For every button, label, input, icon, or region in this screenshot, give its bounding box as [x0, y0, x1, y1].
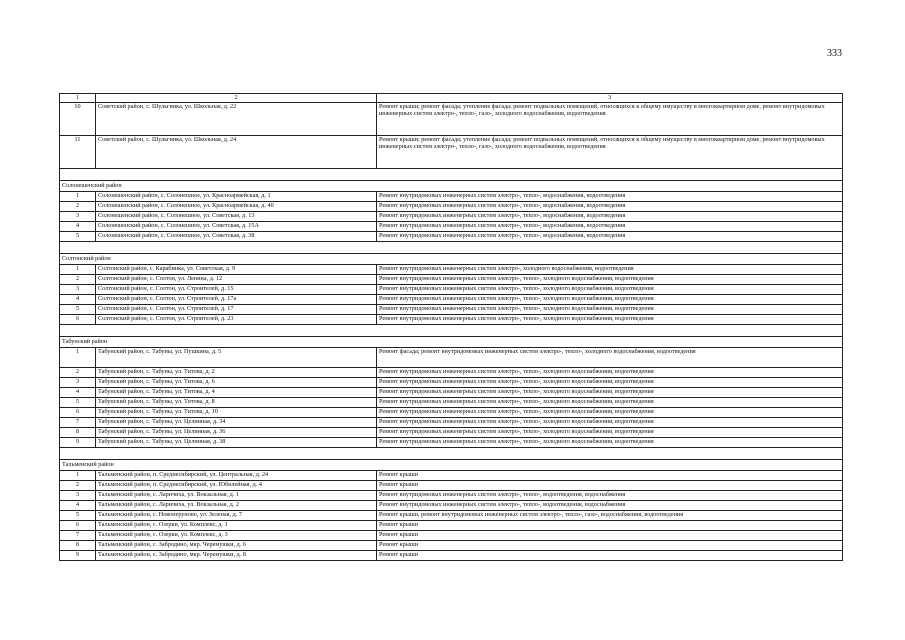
work-type-cell: Ремонт внутридомовых инженерных систем электро-, тепло-, холодного водоснабжения, водоотведения	[377, 295, 843, 305]
table-row	[60, 275, 843, 285]
table-row	[60, 103, 843, 136]
table-row	[60, 551, 843, 561]
header-col-3: 3	[377, 94, 843, 103]
table-row	[60, 136, 843, 169]
address-cell: Солтонский район, с. Карабинка, ул. Советская, д. 9	[96, 265, 377, 275]
work-type-cell: Ремонт внутридомовых инженерных систем электро-, тепло-, водоснабжения, водоотведения	[377, 212, 843, 222]
address-cell: Табунский район, с. Табуны, ул. Титова, д. 4	[96, 388, 377, 398]
address-cell: Солонешенский район, с. Солонешное, ул. Советская, д. 38	[96, 232, 377, 242]
header-col-1: 1	[60, 94, 96, 103]
row-number: 11	[60, 136, 96, 169]
table-row	[60, 501, 843, 511]
region-title: Табунский район	[60, 337, 843, 348]
table-row	[60, 541, 843, 551]
work-type-cell: Ремонт крыши	[377, 521, 843, 531]
work-type-cell: Ремонт крыши	[377, 531, 843, 541]
table-row	[60, 511, 843, 521]
table-row	[60, 285, 843, 295]
region-header-row	[60, 337, 843, 348]
work-type-cell: Ремонт крыши	[377, 481, 843, 491]
work-type-cell: Ремонт внутридомовых инженерных систем электро-, тепло-, водоснабжения, водоотведения	[377, 192, 843, 202]
work-type-cell: Ремонт внутридомовых инженерных систем электро-, тепло-, водоснабжения, водоотведения	[377, 222, 843, 232]
table-row	[60, 388, 843, 398]
work-type-cell: Ремонт крыши	[377, 551, 843, 561]
work-type-cell: Ремонт внутридомовых инженерных систем электро-, тепло-, холодного водоснабжения, водоотведения	[377, 378, 843, 388]
work-type-cell: Ремонт крыши	[377, 541, 843, 551]
address-cell: Солонешенский район, с. Солонешное, ул. Советская, д. 15А	[96, 222, 377, 232]
table-row	[60, 305, 843, 315]
spacer-cell	[60, 325, 843, 337]
row-number: 3	[60, 285, 96, 295]
spacer-row	[60, 448, 843, 460]
address-cell: Табунский район, с. Табуны, ул. Титова, д. 8	[96, 398, 377, 408]
address-cell: Табунский район, с. Табуны, ул. Целинная, д. 38	[96, 438, 377, 448]
region-header-row	[60, 181, 843, 192]
table-row	[60, 192, 843, 202]
address-cell: Табунский район, с. Табуны, ул. Целинная, д. 34	[96, 418, 377, 428]
row-number: 5	[60, 511, 96, 521]
address-cell: Тальменский район, с. Забродино, мкр. Черемушки, д. 6	[96, 541, 377, 551]
spacer-row	[60, 325, 843, 337]
repair-table	[59, 93, 843, 561]
table-row	[60, 232, 843, 242]
row-number: 7	[60, 418, 96, 428]
row-number: 1	[60, 348, 96, 368]
address-cell: Солтонский район, с. Солтон, ул. Строителей, д. 15	[96, 285, 377, 295]
address-cell: Советский район, с. Шульгинка, ул. Школьная, д. 22	[96, 103, 377, 136]
address-cell: Табунский район, с. Табуны, ул. Титова, д. 2	[96, 368, 377, 378]
region-title: Солонешенский район	[60, 181, 843, 192]
row-number: 3	[60, 491, 96, 501]
work-type-cell: Ремонт крыши; ремонт фасада; утепление фасада; ремонт подвальных помещений, относящихся к общему имуществу в многоквартирном доме, ремонт внутридомовых инженерных систем электро-, тепло-, газо-, холодного водоснабжения, водоотведения	[377, 103, 843, 136]
address-cell: Тальменский район, с. Новоперуново, ул. Зеленая, д. 7	[96, 511, 377, 521]
row-number: 10	[60, 103, 96, 136]
row-number: 6	[60, 521, 96, 531]
address-cell: Тальменский район, с. Озерки, ул. Комплекс, д. 3	[96, 531, 377, 541]
address-cell: Солонешенский район, с. Солонешное, ул. Красноармейская, д. 40	[96, 202, 377, 212]
address-cell: Тальменский район, п. Среднесибирский, ул. Юбилейная, д. 4	[96, 481, 377, 491]
address-cell: Солтонский район, с. Солтон, ул. Строителей, д. 23	[96, 315, 377, 325]
table-row	[60, 438, 843, 448]
work-type-cell: Ремонт внутридомовых инженерных систем электро-, тепло-, холодного водоснабжения, водоотведения	[377, 315, 843, 325]
region-title: Тальменский район	[60, 460, 843, 471]
row-number: 4	[60, 222, 96, 232]
row-number: 3	[60, 378, 96, 388]
work-type-cell: Ремонт внутридомовых инженерных систем электро-, тепло-, холодного водоснабжения, водоотведения	[377, 438, 843, 448]
address-cell: Тальменский район, с. Озерки, ул. Комплекс, д. 1	[96, 521, 377, 531]
table-row	[60, 348, 843, 368]
table-row	[60, 265, 843, 275]
page-number: 333	[827, 48, 842, 59]
row-number: 2	[60, 202, 96, 212]
work-type-cell: Ремонт внутридомовых инженерных систем электро-, тепло-, водоснабжения, водоотведения	[377, 232, 843, 242]
address-cell: Солонешенский район, с. Солонешное, ул. Красноармейская, д. 1	[96, 192, 377, 202]
table-row	[60, 398, 843, 408]
row-number: 2	[60, 275, 96, 285]
work-type-cell: Ремонт внутридомовых инженерных систем электро-, тепло-, холодного водоснабжения, водоотведения	[377, 305, 843, 315]
work-type-cell: Ремонт внутридомовых инженерных систем электро-, тепло-, холодного водоснабжения, водоотведения	[377, 368, 843, 378]
work-type-cell: Ремонт внутридомовых инженерных систем электро-, тепло-, холодного водоснабжения, водоотведения	[377, 388, 843, 398]
table-row	[60, 212, 843, 222]
address-cell: Табунский район, с. Табуны, ул. Титова, д. 10	[96, 408, 377, 418]
work-type-cell: Ремонт внутридомовых инженерных систем электро-, тепло-, холодного водоснабжения, водоотведения	[377, 428, 843, 438]
table-row	[60, 531, 843, 541]
row-number: 2	[60, 481, 96, 491]
row-number: 9	[60, 551, 96, 561]
work-type-cell: Ремонт внутридомовых инженерных систем электро-, тепло-, холодного водоснабжения, водоотведения	[377, 275, 843, 285]
row-number: 1	[60, 265, 96, 275]
address-cell: Тальменский район, с. Забродино, мкр. Черемушки, д. 8	[96, 551, 377, 561]
region-title: Солтонский район	[60, 254, 843, 265]
spacer-cell	[60, 242, 843, 254]
row-number: 5	[60, 305, 96, 315]
address-cell: Табунский район, с. Табуны, ул. Целинная, д. 36	[96, 428, 377, 438]
row-number: 4	[60, 295, 96, 305]
work-type-cell: Ремонт внутридомовых инженерных систем электро-, тепло-, водоотведения, водоснабжения	[377, 491, 843, 501]
table-row	[60, 315, 843, 325]
work-type-cell: Ремонт внутридомовых инженерных систем электро-, тепло-, холодного водоснабжения, водоотведения	[377, 408, 843, 418]
table-row	[60, 378, 843, 388]
table-row	[60, 408, 843, 418]
address-cell: Тальменский район, п. Среднесибирский, ул. Центральная, д. 24	[96, 471, 377, 481]
table-row	[60, 202, 843, 212]
row-number: 2	[60, 368, 96, 378]
region-header-row	[60, 460, 843, 471]
address-cell: Советский район, с. Шульгинка, ул. Школьная, д. 24	[96, 136, 377, 169]
address-cell: Табунский район, с. Табуны, ул. Пушкина, д. 5	[96, 348, 377, 368]
work-type-cell: Ремонт внутридомовых инженерных систем электро-, холодного водоснабжения, водоотведения	[377, 265, 843, 275]
work-type-cell: Ремонт крыши, ремонт внутридомовых инженерных систем электро-, тепло-, газо-, водоснабжения, водоотведения	[377, 511, 843, 521]
region-header-row	[60, 254, 843, 265]
work-type-cell: Ремонт внутридомовых инженерных систем электро-, тепло-, холодного водоснабжения, водоотведения	[377, 418, 843, 428]
address-cell: Солтонский район, с. Солтон, ул. Строителей, д. 17а	[96, 295, 377, 305]
spacer-cell	[60, 448, 843, 460]
spacer-cell	[60, 169, 843, 181]
row-number: 5	[60, 232, 96, 242]
row-number: 1	[60, 192, 96, 202]
address-cell: Солонешенский район, с. Солонешное, ул. Советская, д. 13	[96, 212, 377, 222]
header-col-2: 2	[96, 94, 377, 103]
row-number: 6	[60, 408, 96, 418]
work-type-cell: Ремонт крыши; ремонт фасада; утепление фасада; ремонт подвальных помещений, относящихся к общему имуществу в многоквартирном доме, ремонт внутридомовых инженерных систем электро-, тепло-, газо-, холодного водоснабжения, водоотведения	[377, 136, 843, 169]
row-number: 7	[60, 531, 96, 541]
table-row	[60, 368, 843, 378]
spacer-row	[60, 169, 843, 181]
table-row	[60, 481, 843, 491]
row-number: 8	[60, 428, 96, 438]
table-row	[60, 521, 843, 531]
table-row	[60, 222, 843, 232]
work-type-cell: Ремонт крыши	[377, 471, 843, 481]
spacer-row	[60, 242, 843, 254]
work-type-cell: Ремонт внутридомовых инженерных систем электро-, тепло-, холодного водоснабжения, водоотведения	[377, 398, 843, 408]
row-number: 4	[60, 388, 96, 398]
address-cell: Солтонский район, с. Солтон, ул. Строителей, д. 17	[96, 305, 377, 315]
address-cell: Табунский район, с. Табуны, ул. Титова, д. 6	[96, 378, 377, 388]
address-cell: Солтонский район, с. Солтон, ул. Ленина, д. 12	[96, 275, 377, 285]
address-cell: Тальменский район, с. Ларичиха, ул. Вокзальная, д. 2	[96, 501, 377, 511]
row-number: 5	[60, 398, 96, 408]
work-type-cell: Ремонт внутридомовых инженерных систем электро-, тепло-, холодного водоснабжения, водоотведения	[377, 285, 843, 295]
row-number: 4	[60, 501, 96, 511]
row-number: 8	[60, 541, 96, 551]
work-type-cell: Ремонт внутридомовых инженерных систем электро-, тепло-, водоснабжения, водоотведения	[377, 202, 843, 212]
address-cell: Тальменский район, с. Ларичиха, ул. Вокзальная, д. 1	[96, 491, 377, 501]
row-number: 3	[60, 212, 96, 222]
row-number: 9	[60, 438, 96, 448]
table-row	[60, 295, 843, 305]
work-type-cell: Ремонт фасада; ремонт внутридомовых инженерных систем электро-, тепло-, холодного водоснабжения, водоотведения	[377, 348, 843, 368]
repair-table-body	[60, 94, 843, 561]
table-row	[60, 428, 843, 438]
table-row	[60, 491, 843, 501]
table-row	[60, 471, 843, 481]
row-number: 1	[60, 471, 96, 481]
table-header-row	[60, 94, 843, 103]
row-number: 6	[60, 315, 96, 325]
work-type-cell: Ремонт внутридомовых инженерных систем электро-, тепло-, водоотведения, водоснабжения	[377, 501, 843, 511]
table-row	[60, 418, 843, 428]
